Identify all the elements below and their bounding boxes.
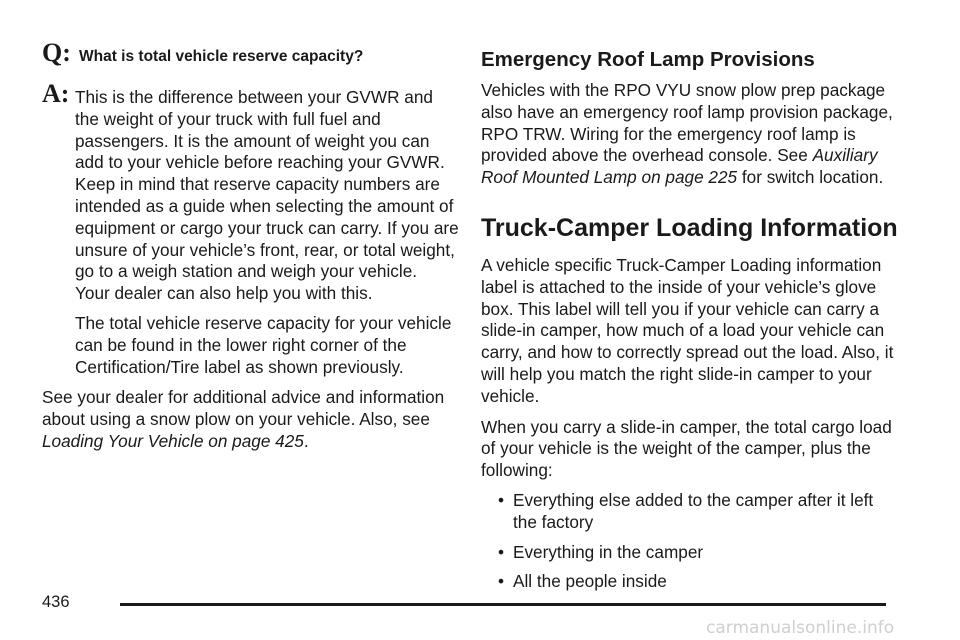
answer-paragraph-3: The total vehicle reserve capacity for your vehicle can be found in the lower right corner of the Certification/Tire label as shown previously. — [75, 312, 452, 377]
emergency-paragraph — [481, 80, 901, 189]
right-column — [481, 40, 901, 601]
camper-paragraph-2: When you carry a slide-in camper, the total cargo load of your vehicle is the weight of the camper, plus the following: — [481, 416, 892, 481]
answer-block — [42, 75, 460, 305]
question-block — [42, 40, 460, 68]
answer-paragraph-1: This is the difference between your GVWR and the weight of your truck with full fuel and passengers. It is the amount of weight you can add to your vehicle before reaching your GVWR. Keep in mind that reserve capacity numbers are intended as a guide when selecting the amount of equipment or cargo your truck can carry. If you are unsure of your vehicle’s front, rear, or total weight, go to a weigh station and weigh your vehicle. — [75, 87, 459, 282]
answer-paragraph-2: Your dealer can also help you with this. — [75, 283, 373, 304]
truck-camper-heading: Truck-Camper Loading Information — [481, 213, 898, 242]
bullet-icon: • — [498, 541, 505, 562]
question-text: What is total vehicle reserve capacity? — [79, 48, 364, 65]
emergency-text: Vehicles with the RPO VYU snow plow prep package also have an emergency roof lamp provision package, RPO TRW. Wiring for the emergency roof lamp is provided above the overhead console. See — [481, 80, 893, 166]
page-number: 436 — [42, 593, 70, 611]
answer-label: A: — [42, 79, 70, 108]
list-item — [481, 490, 901, 534]
camper-bullet-list — [481, 490, 901, 593]
question-label: Q: — [42, 38, 71, 67]
camper-paragraph-1: A vehicle specific Truck-Camper Loading information label is attached to the inside of your vehicle’s glove box. This label will tell you if your vehicle can carry a slide-in camper, how much of a load your vehicle can carry, and how to correctly spread out the load. Also, it will help you match the right slide-in camper to your vehicle. — [481, 254, 894, 406]
bullet-icon: • — [498, 489, 505, 510]
watermark: carmanualsonline.info — [706, 618, 895, 638]
bullet-icon: • — [498, 571, 505, 592]
see-dealer-paragraph — [42, 387, 460, 452]
emergency-end: for switch location. — [737, 167, 884, 188]
list-item-text: Everything in the camper — [513, 541, 704, 562]
emergency-roof-lamp-heading: Emergency Roof Lamp Provisions — [481, 48, 815, 71]
loading-vehicle-link[interactable]: Loading Your Vehicle on page 425 — [42, 430, 304, 451]
auxiliary-roof-lamp-link[interactable]: Auxiliary Roof Mounted Lamp on page 225 — [481, 145, 878, 188]
list-item-text: All the people inside — [513, 571, 667, 592]
list-item — [481, 542, 901, 564]
left-column — [42, 40, 460, 453]
see-dealer-end: . — [303, 430, 309, 451]
footer-rule — [120, 603, 886, 606]
list-item-text: Everything else added to the camper after it left the factory — [513, 489, 874, 532]
see-dealer-text: See your dealer for additional advice and information about using a snow plow on your vehicle. Also, see — [42, 387, 445, 430]
list-item — [481, 571, 901, 593]
